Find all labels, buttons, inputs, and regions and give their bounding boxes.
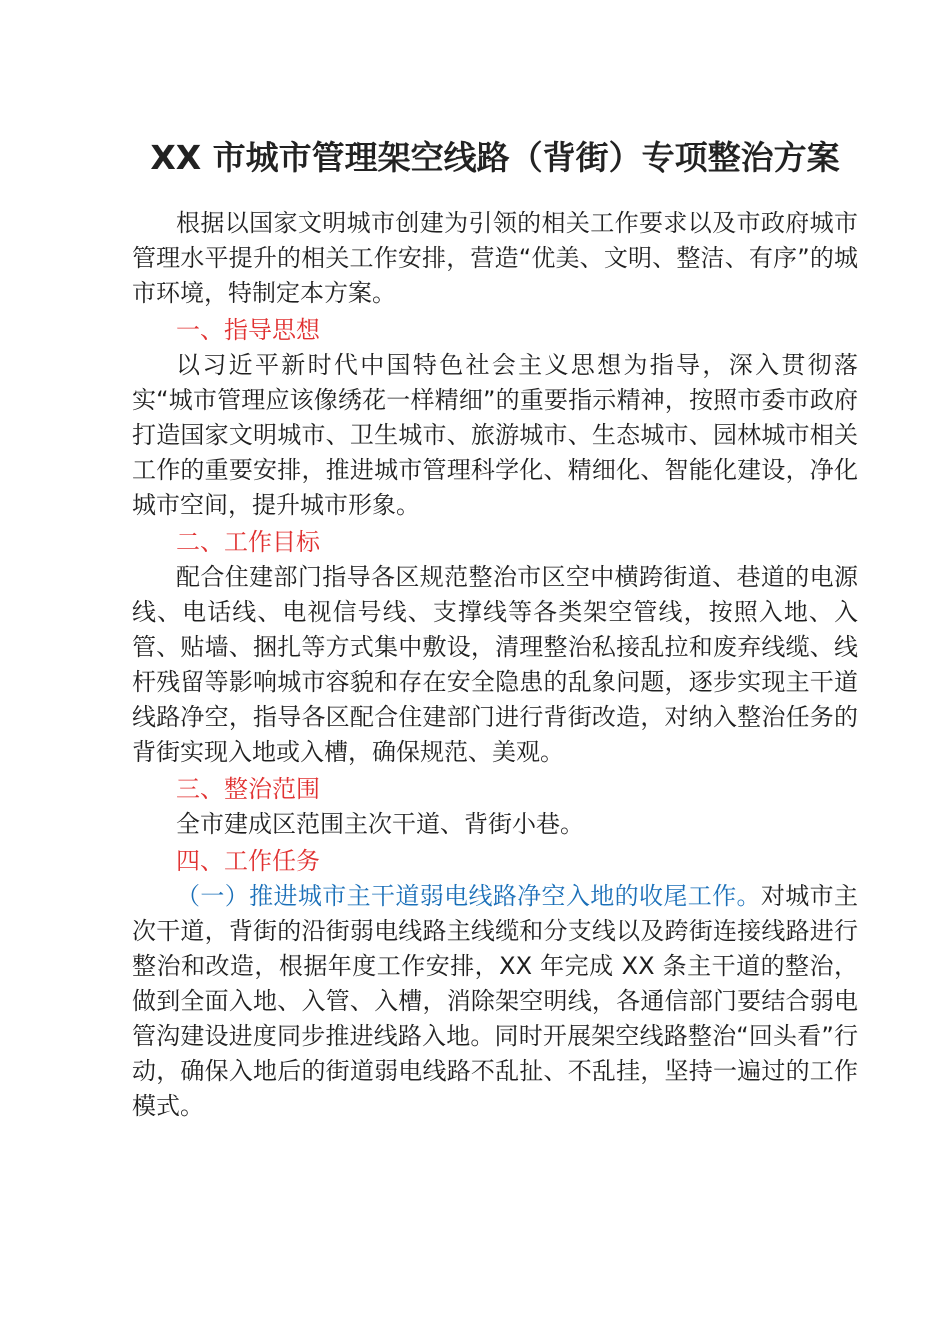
section-heading-guiding-ideology: 一、指导思想 [176, 316, 320, 344]
section-heading-work-tasks: 四、工作任务 [176, 847, 320, 875]
document-title: XX 市城市管理架空线路（背街）专项整治方案 [150, 138, 840, 177]
task-one-body: 对城市主次干道，背街的沿街弱电线路主线缆和分支线以及跨街连接线路进行整治和改造，根据年度工作安排，XX 年完成 XX 条主干道的整治，做到全面入地、入管、入槽，消除架空明线，各通信部门要结合弱电管沟建设进度同步推进线路入地。同时开展架空线路整治“回头看”行动，确保入地后的街道弱电线路不乱扯、不乱挂，坚持一遍过的工作模式。 [132, 882, 859, 1120]
section-heading-work-goals: 二、工作目标 [176, 528, 320, 556]
section-body-guiding-ideology: 以习近平新时代中国特色社会主义思想为指导，深入贯彻落实“城市管理应该像绣花一样精细”的重要指示精神，按照市委市政府打造国家文明城市、卫生城市、旅游城市、生态城市、园林城市相关工作的重要安排，推进城市管理科学化、精细化、智能化建设，净化城市空间，提升城市形象。 [132, 351, 858, 519]
task-one-heading: （一）推进城市主干道弱电线路净空入地的收尾工作。 [176, 882, 761, 910]
section-body-scope: 全市建成区范围主次干道、背街小巷。 [176, 810, 584, 838]
document-page [132, 138, 858, 1124]
section-heading-scope: 三、整治范围 [176, 775, 320, 803]
section-body-work-goals: 配合住建部门指导各区规范整治市区空中横跨街道、巷道的电源线、电话线、电视信号线、支撑线等各类架空管线，按照入地、入管、贴墙、捆扎等方式集中敷设，清理整治私接乱拉和废弃线缆、线杆残留等影响城市容貌和存在安全隐患的乱象问题，逐步实现主干道线路净空，指导各区配合住建部门进行背街改造，对纳入整治任务的背街实现入地或入槽，确保规范、美观。 [132, 563, 858, 766]
section-body-work-tasks [132, 879, 858, 1124]
intro-paragraph: 根据以国家文明城市创建为引领的相关工作要求以及市政府城市管理水平提升的相关工作安排，营造“优美、文明、整洁、有序”的城市环境，特制定本方案。 [132, 209, 858, 307]
